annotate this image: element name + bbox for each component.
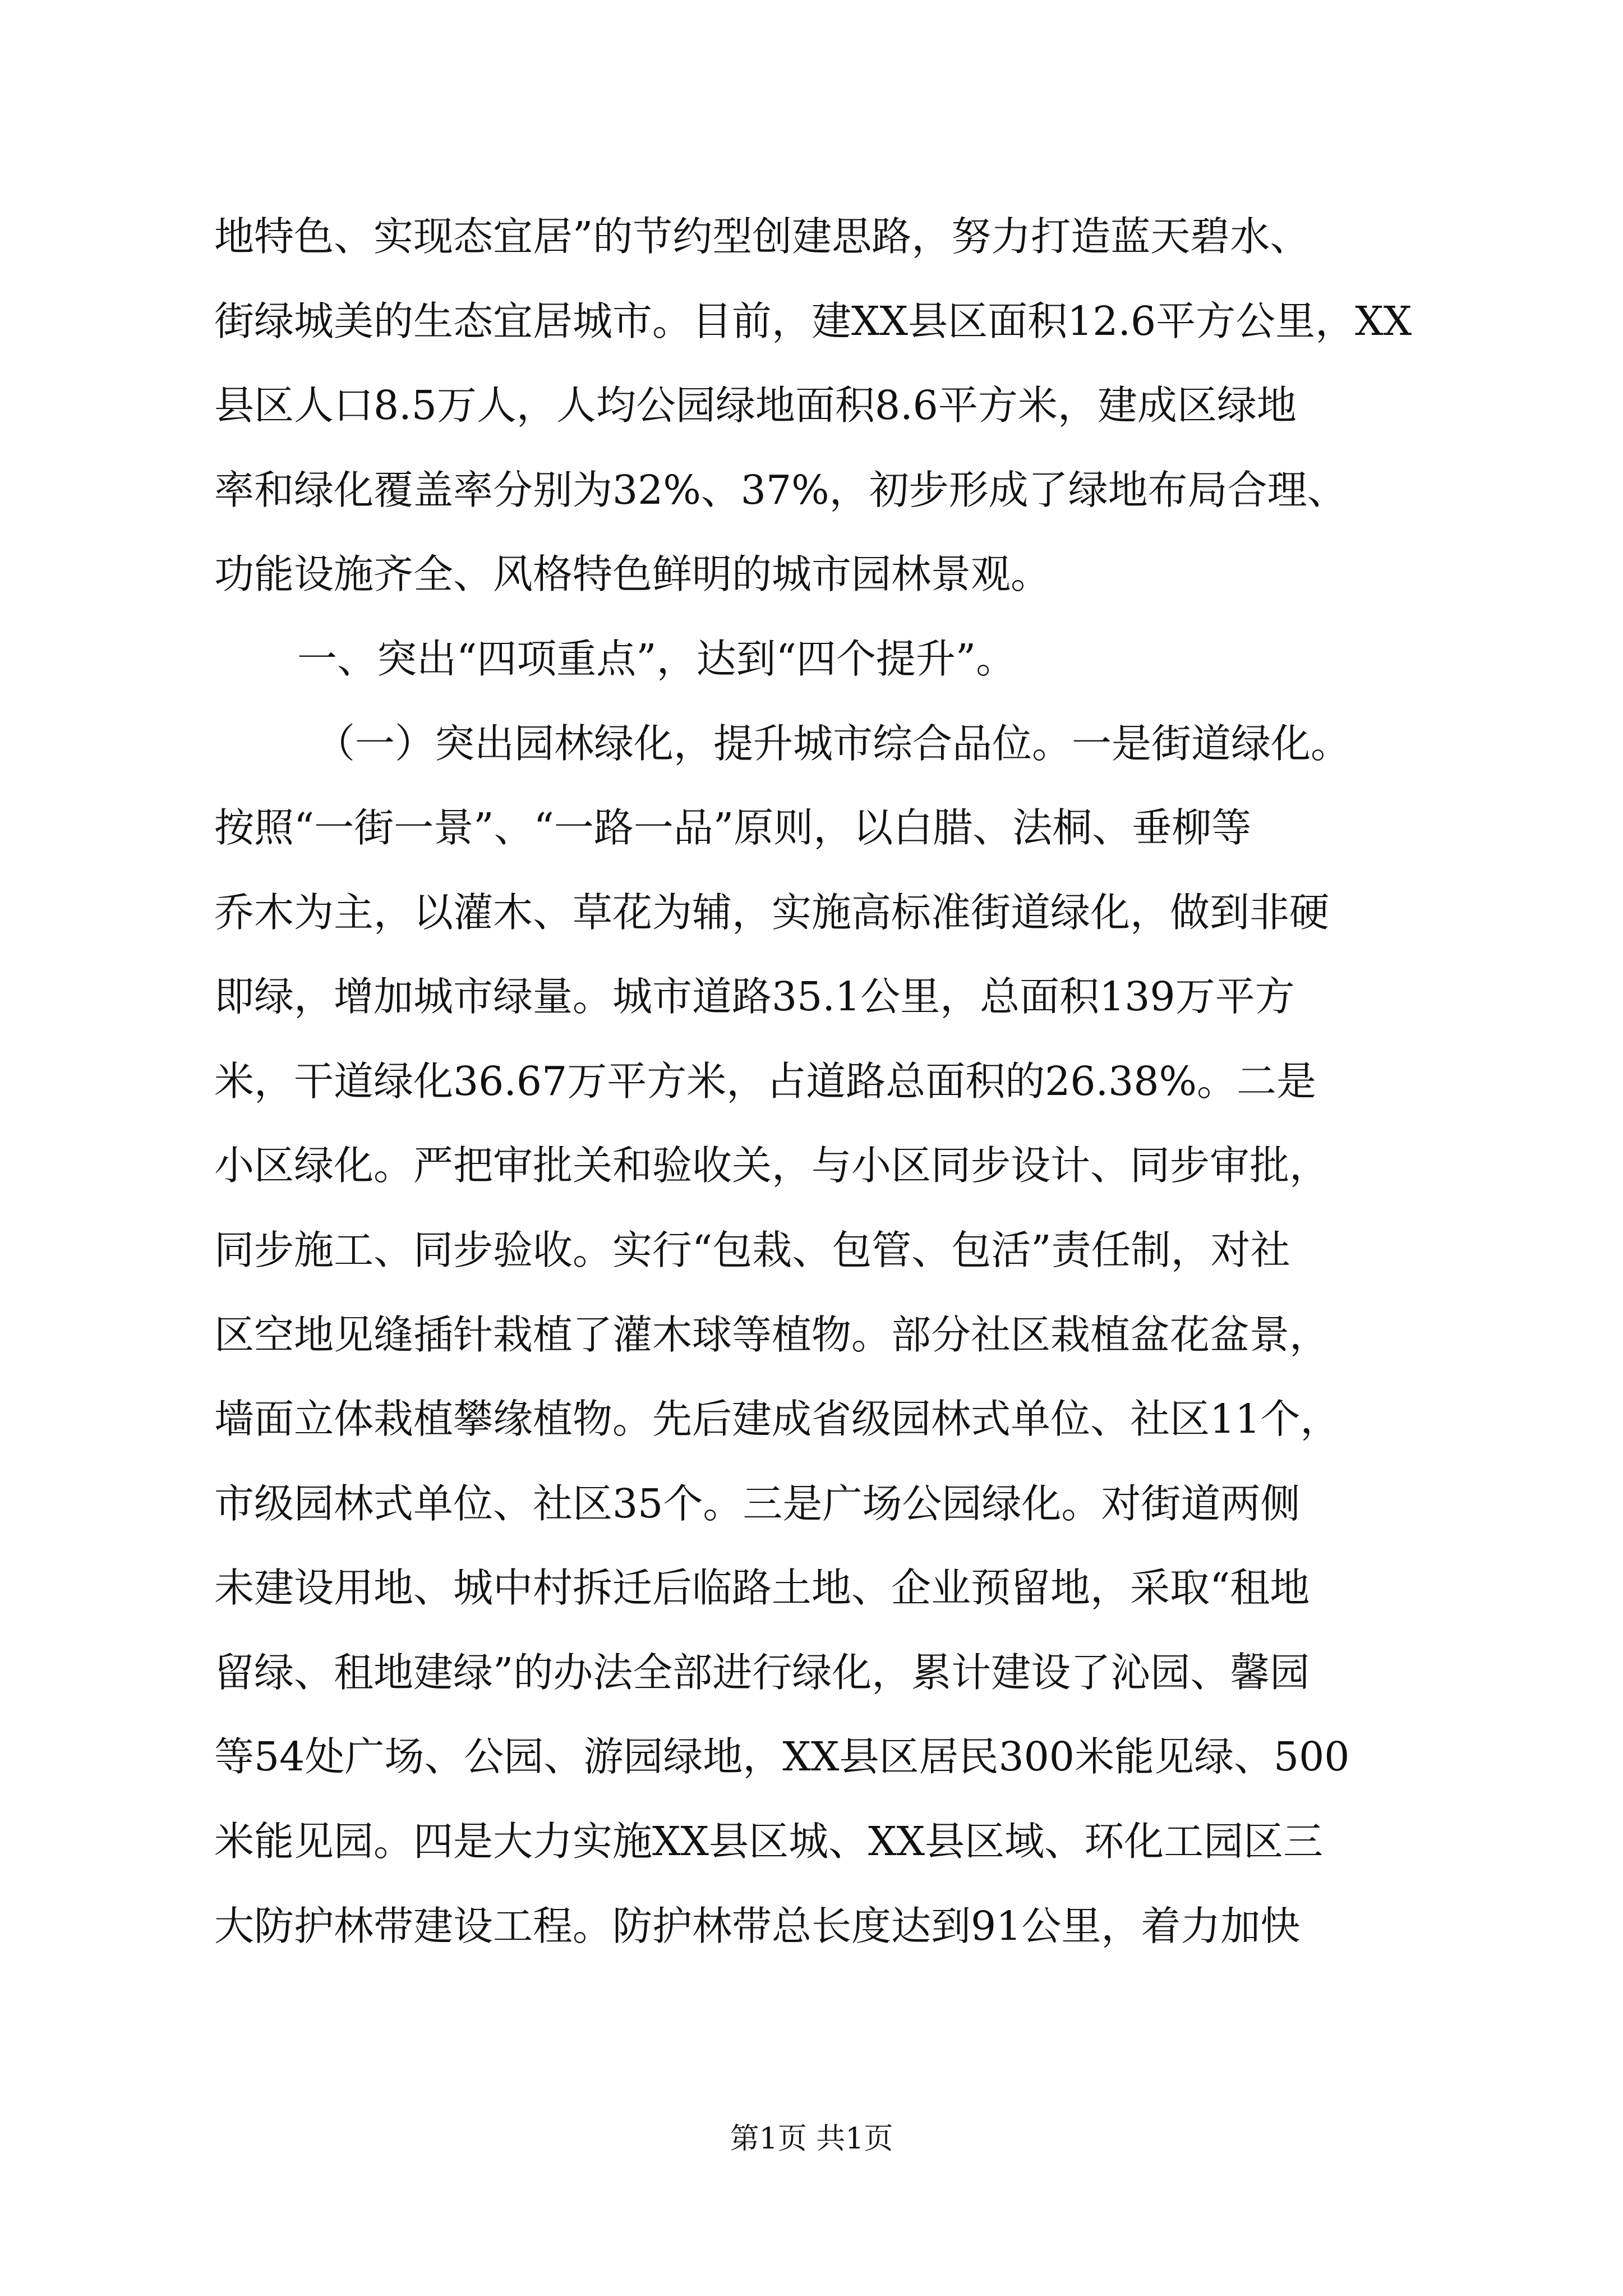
text-line-3: 县区人口8.5万人，人均公园绿地面积8.6平方米，建成区绿地 bbox=[214, 382, 1297, 429]
text-line-17: 未建设用地、城中村拆迁后临路土地、企业预留地，采取“租地 bbox=[214, 1565, 1310, 1611]
text-line-11: 米，干道绿化36.67万平方米，占道路总面积的26.38%。二是 bbox=[214, 1058, 1316, 1105]
text-line-5: 功能设施齐全、风格特色鲜明的城市园林景观。 bbox=[214, 551, 1051, 597]
text-line-13: 同步施工、同步验收。实行“包栽、包管、包活”责任制，对社 bbox=[214, 1227, 1290, 1273]
page-footer: 第1页 共1页 bbox=[730, 2122, 893, 2156]
subsection-heading-line: （一）突出园林绿化，提升城市综合品位。一是街道绿化。 bbox=[315, 720, 1351, 767]
text-line-2: 街绿城美的生态宜居城市。目前，建XX县区面积12.6平方公里，XX bbox=[214, 298, 1412, 344]
text-line-1: 地特色、实现态宜居”的节约型创建思路，努力打造蓝天碧水、 bbox=[214, 213, 1310, 260]
text-line-18: 留绿、租地建绿”的办法全部进行绿化，累计建设了沁园、馨园 bbox=[214, 1649, 1310, 1696]
text-line-16: 市级园林式单位、社区35个。三是广场公园绿化。对街道两侧 bbox=[214, 1480, 1301, 1527]
text-line-12: 小区绿化。严把审批关和验收关，与小区同步设计、同步审批， bbox=[214, 1142, 1330, 1189]
text-line-19: 等54处广场、公园、游园绿地，XX县区居民300米能见绿、500 bbox=[214, 1733, 1350, 1780]
text-line-20: 米能见园。四是大力实施XX县区城、XX县区域、环化工园区三 bbox=[214, 1818, 1324, 1865]
text-line-15: 墙面立体栽植攀缘植物。先后建成省级园林式单位、社区11个， bbox=[214, 1396, 1340, 1442]
text-line-14: 区空地见缝插针栽植了灌木球等植物。部分社区栽植盆花盆景， bbox=[214, 1312, 1330, 1358]
text-line-8: 按照“一街一景”、“一路一品”原则，以白腊、法桐、垂柳等 bbox=[214, 804, 1252, 851]
text-line-10: 即绿，增加城市绿量。城市道路35.1公里，总面积139万平方 bbox=[214, 973, 1295, 1020]
section-heading: 一、突出“四项重点”，达到“四个提升”。 bbox=[297, 636, 1016, 682]
text-line-4: 率和绿化覆盖率分别为32%、37%，初步形成了绿地布局合理、 bbox=[214, 467, 1347, 513]
text-line-21: 大防护林带建设工程。防护林带总长度达到91公里，着力加快 bbox=[214, 1903, 1301, 1949]
text-line-9: 乔木为主，以灌木、草花为辅，实施高标准街道绿化，做到非硬 bbox=[214, 889, 1330, 936]
